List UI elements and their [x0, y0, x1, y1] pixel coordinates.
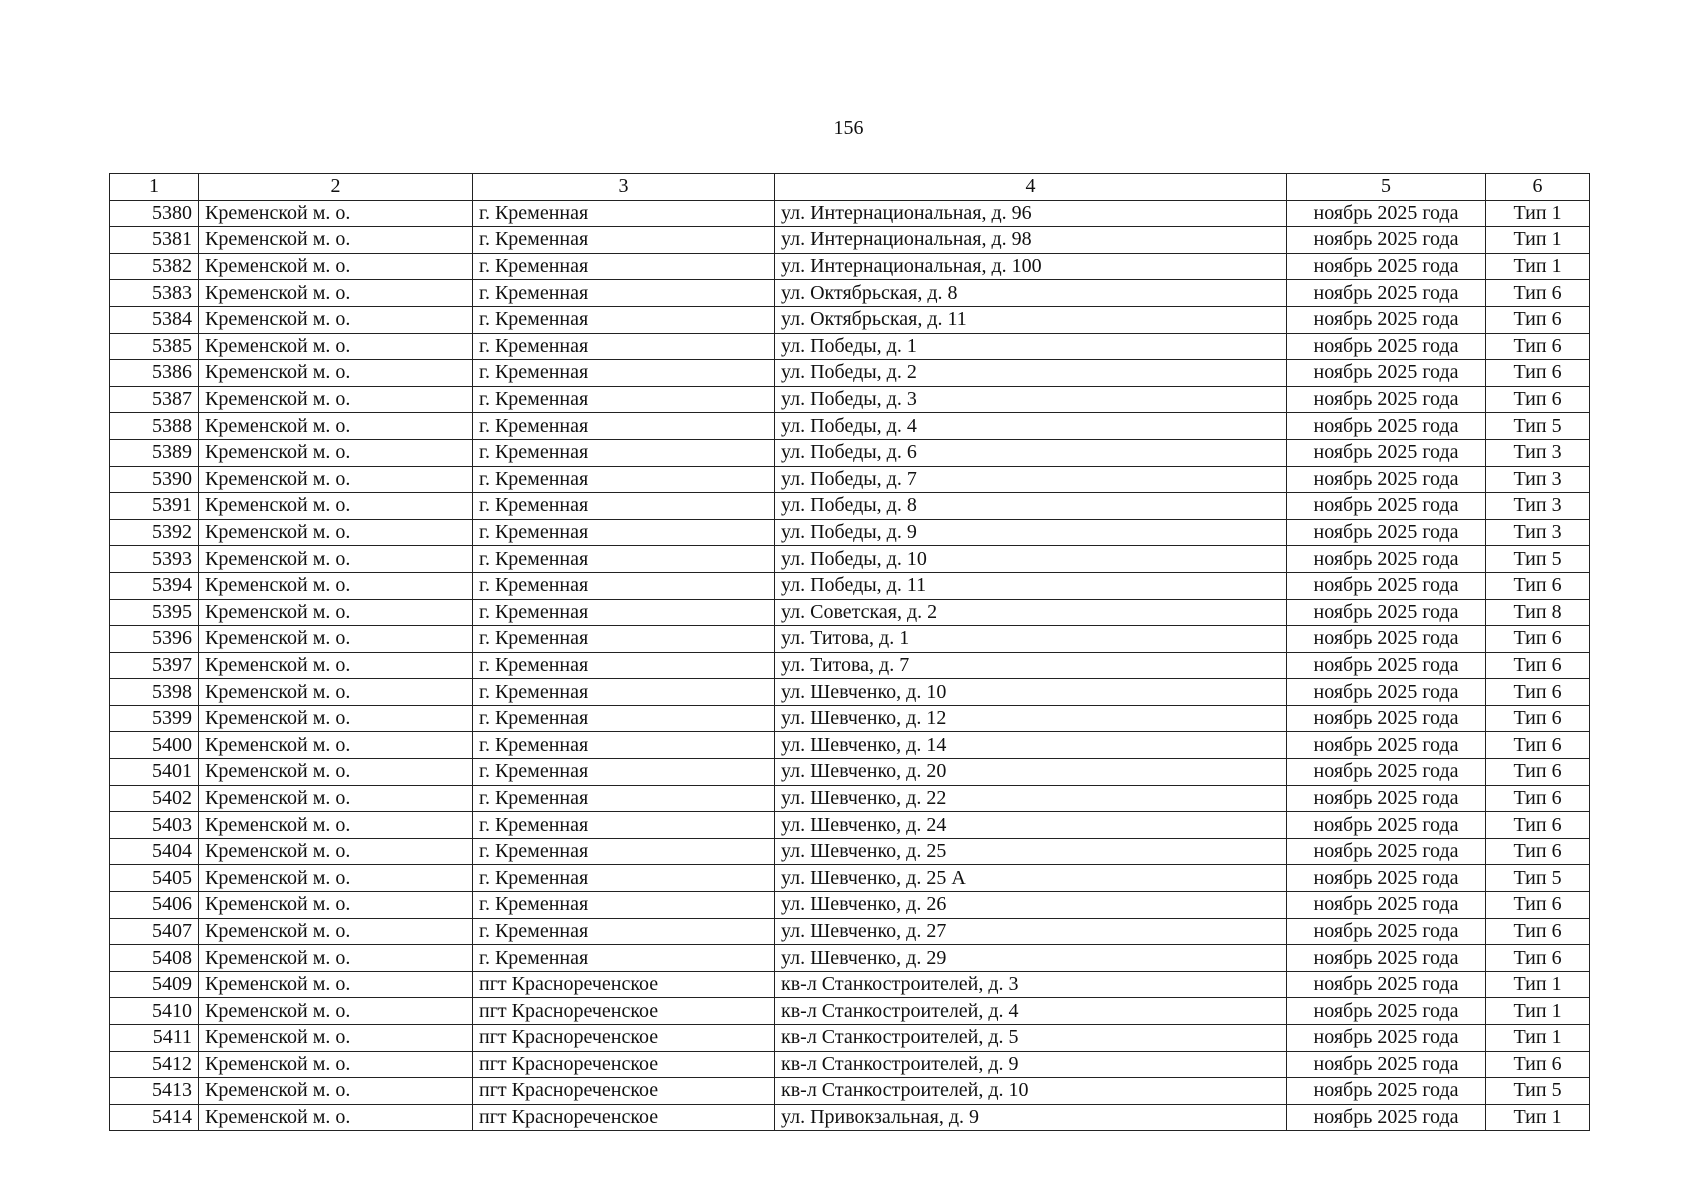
- settlement-cell: пгт Краснореченское: [473, 1051, 775, 1078]
- row-number-cell: 5401: [110, 759, 199, 786]
- settlement-cell: г. Кременная: [473, 599, 775, 626]
- row-number-cell: 5386: [110, 360, 199, 387]
- municipality-cell: Кременской м. о.: [199, 386, 473, 413]
- date-cell: ноябрь 2025 года: [1287, 679, 1486, 706]
- settlement-cell: г. Кременная: [473, 306, 775, 333]
- table-row: [110, 413, 1590, 440]
- settlement-cell: г. Кременная: [473, 945, 775, 972]
- row-number-cell: 5393: [110, 546, 199, 573]
- row-number-cell: 5390: [110, 466, 199, 493]
- date-cell: ноябрь 2025 года: [1287, 918, 1486, 945]
- address-cell: ул. Победы, д. 8: [775, 493, 1287, 520]
- table-row: [110, 306, 1590, 333]
- municipality-cell: Кременской м. о.: [199, 679, 473, 706]
- municipality-cell: Кременской м. о.: [199, 227, 473, 254]
- row-number-cell: 5413: [110, 1078, 199, 1105]
- municipality-cell: Кременской м. о.: [199, 306, 473, 333]
- row-number-cell: 5400: [110, 732, 199, 759]
- settlement-cell: г. Кременная: [473, 865, 775, 892]
- type-cell: Тип 3: [1486, 466, 1590, 493]
- municipality-cell: Кременской м. о.: [199, 838, 473, 865]
- type-cell: Тип 6: [1486, 1051, 1590, 1078]
- table-row: [110, 705, 1590, 732]
- table-row: [110, 466, 1590, 493]
- table-row: [110, 998, 1590, 1025]
- type-cell: Тип 6: [1486, 386, 1590, 413]
- type-cell: Тип 1: [1486, 1025, 1590, 1052]
- settlement-cell: г. Кременная: [473, 439, 775, 466]
- municipality-cell: Кременской м. о.: [199, 360, 473, 387]
- municipality-cell: Кременской м. о.: [199, 945, 473, 972]
- settlement-cell: г. Кременная: [473, 519, 775, 546]
- date-cell: ноябрь 2025 года: [1287, 732, 1486, 759]
- table-row: [110, 838, 1590, 865]
- municipality-cell: Кременской м. о.: [199, 998, 473, 1025]
- date-cell: ноябрь 2025 года: [1287, 812, 1486, 839]
- row-number-cell: 5382: [110, 253, 199, 280]
- table-row: [110, 546, 1590, 573]
- settlement-cell: г. Кременная: [473, 280, 775, 307]
- municipality-cell: Кременской м. о.: [199, 1078, 473, 1105]
- municipality-cell: Кременской м. о.: [199, 413, 473, 440]
- address-cell: кв-л Станкостроителей, д. 4: [775, 998, 1287, 1025]
- table-row: [110, 945, 1590, 972]
- page-number: 156: [833, 117, 864, 139]
- row-number-cell: 5414: [110, 1104, 199, 1131]
- settlement-cell: г. Кременная: [473, 732, 775, 759]
- date-cell: ноябрь 2025 года: [1287, 466, 1486, 493]
- municipality-cell: Кременской м. о.: [199, 599, 473, 626]
- type-cell: Тип 3: [1486, 439, 1590, 466]
- municipality-cell: Кременской м. о.: [199, 439, 473, 466]
- table-row: [110, 918, 1590, 945]
- table-row: [110, 971, 1590, 998]
- table-header: [110, 174, 1590, 201]
- row-number-cell: 5410: [110, 998, 199, 1025]
- address-cell: ул. Шевченко, д. 22: [775, 785, 1287, 812]
- settlement-cell: г. Кременная: [473, 652, 775, 679]
- table-row: [110, 599, 1590, 626]
- settlement-cell: г. Кременная: [473, 200, 775, 227]
- table-row: [110, 572, 1590, 599]
- column-header-3: 3: [473, 174, 775, 201]
- address-cell: ул. Победы, д. 7: [775, 466, 1287, 493]
- address-cell: ул. Октябрьская, д. 11: [775, 306, 1287, 333]
- row-number-cell: 5391: [110, 493, 199, 520]
- address-cell: кв-л Станкостроителей, д. 5: [775, 1025, 1287, 1052]
- row-number-cell: 5406: [110, 892, 199, 919]
- municipality-cell: Кременской м. о.: [199, 626, 473, 653]
- date-cell: ноябрь 2025 года: [1287, 705, 1486, 732]
- settlement-cell: пгт Краснореченское: [473, 1025, 775, 1052]
- address-cell: кв-л Станкостроителей, д. 10: [775, 1078, 1287, 1105]
- address-cell: ул. Шевченко, д. 24: [775, 812, 1287, 839]
- address-cell: ул. Шевченко, д. 25: [775, 838, 1287, 865]
- column-header-5: 5: [1287, 174, 1486, 201]
- row-number-cell: 5397: [110, 652, 199, 679]
- date-cell: ноябрь 2025 года: [1287, 838, 1486, 865]
- settlement-cell: г. Кременная: [473, 360, 775, 387]
- date-cell: ноябрь 2025 года: [1287, 519, 1486, 546]
- table-row: [110, 1104, 1590, 1131]
- address-cell: ул. Шевченко, д. 10: [775, 679, 1287, 706]
- date-cell: ноябрь 2025 года: [1287, 892, 1486, 919]
- municipality-cell: Кременской м. о.: [199, 253, 473, 280]
- date-cell: ноябрь 2025 года: [1287, 360, 1486, 387]
- type-cell: Тип 5: [1486, 865, 1590, 892]
- settlement-cell: г. Кременная: [473, 333, 775, 360]
- row-number-cell: 5403: [110, 812, 199, 839]
- type-cell: Тип 1: [1486, 1104, 1590, 1131]
- type-cell: Тип 6: [1486, 838, 1590, 865]
- date-cell: ноябрь 2025 года: [1287, 306, 1486, 333]
- table-row: [110, 1025, 1590, 1052]
- table-row: [110, 652, 1590, 679]
- table-row: [110, 812, 1590, 839]
- address-cell: ул. Титова, д. 1: [775, 626, 1287, 653]
- type-cell: Тип 1: [1486, 998, 1590, 1025]
- address-cell: ул. Шевченко, д. 20: [775, 759, 1287, 786]
- type-cell: Тип 6: [1486, 626, 1590, 653]
- table-header-row: [110, 174, 1590, 201]
- settlement-cell: г. Кременная: [473, 546, 775, 573]
- row-number-cell: 5394: [110, 572, 199, 599]
- type-cell: Тип 6: [1486, 360, 1590, 387]
- settlement-cell: г. Кременная: [473, 918, 775, 945]
- municipality-cell: Кременской м. о.: [199, 652, 473, 679]
- date-cell: ноябрь 2025 года: [1287, 759, 1486, 786]
- date-cell: ноябрь 2025 года: [1287, 1078, 1486, 1105]
- address-cell: ул. Победы, д. 10: [775, 546, 1287, 573]
- address-cell: ул. Интернациональная, д. 96: [775, 200, 1287, 227]
- date-cell: ноябрь 2025 года: [1287, 599, 1486, 626]
- date-cell: ноябрь 2025 года: [1287, 652, 1486, 679]
- column-header-6: 6: [1486, 174, 1590, 201]
- address-cell: ул. Октябрьская, д. 8: [775, 280, 1287, 307]
- address-cell: ул. Интернациональная, д. 98: [775, 227, 1287, 254]
- row-number-cell: 5383: [110, 280, 199, 307]
- type-cell: Тип 5: [1486, 546, 1590, 573]
- table-row: [110, 759, 1590, 786]
- date-cell: ноябрь 2025 года: [1287, 280, 1486, 307]
- table-row: [110, 892, 1590, 919]
- address-cell: ул. Победы, д. 3: [775, 386, 1287, 413]
- date-cell: ноябрь 2025 года: [1287, 386, 1486, 413]
- type-cell: Тип 5: [1486, 413, 1590, 440]
- table-row: [110, 493, 1590, 520]
- settlement-cell: г. Кременная: [473, 253, 775, 280]
- address-cell: ул. Шевченко, д. 26: [775, 892, 1287, 919]
- row-number-cell: 5385: [110, 333, 199, 360]
- settlement-cell: г. Кременная: [473, 812, 775, 839]
- address-cell: ул. Титова, д. 7: [775, 652, 1287, 679]
- row-number-cell: 5396: [110, 626, 199, 653]
- settlement-cell: г. Кременная: [473, 572, 775, 599]
- type-cell: Тип 6: [1486, 333, 1590, 360]
- address-cell: ул. Шевченко, д. 25 А: [775, 865, 1287, 892]
- type-cell: Тип 1: [1486, 253, 1590, 280]
- row-number-cell: 5381: [110, 227, 199, 254]
- row-number-cell: 5399: [110, 705, 199, 732]
- type-cell: Тип 1: [1486, 227, 1590, 254]
- row-number-cell: 5405: [110, 865, 199, 892]
- date-cell: ноябрь 2025 года: [1287, 227, 1486, 254]
- column-header-4: 4: [775, 174, 1287, 201]
- row-number-cell: 5404: [110, 838, 199, 865]
- date-cell: ноябрь 2025 года: [1287, 1104, 1486, 1131]
- column-header-1: 1: [110, 174, 199, 201]
- date-cell: ноябрь 2025 года: [1287, 971, 1486, 998]
- address-cell: ул. Победы, д. 1: [775, 333, 1287, 360]
- column-header-2: 2: [199, 174, 473, 201]
- address-cell: ул. Победы, д. 4: [775, 413, 1287, 440]
- date-cell: ноябрь 2025 года: [1287, 626, 1486, 653]
- settlement-cell: г. Кременная: [473, 227, 775, 254]
- settlement-cell: г. Кременная: [473, 838, 775, 865]
- address-cell: ул. Привокзальная, д. 9: [775, 1104, 1287, 1131]
- date-cell: ноябрь 2025 года: [1287, 333, 1486, 360]
- row-number-cell: 5398: [110, 679, 199, 706]
- settlement-cell: г. Кременная: [473, 759, 775, 786]
- date-cell: ноябрь 2025 года: [1287, 1051, 1486, 1078]
- row-number-cell: 5402: [110, 785, 199, 812]
- type-cell: Тип 6: [1486, 785, 1590, 812]
- address-cell: ул. Победы, д. 11: [775, 572, 1287, 599]
- municipality-cell: Кременской м. о.: [199, 493, 473, 520]
- settlement-cell: пгт Краснореченское: [473, 1104, 775, 1131]
- settlement-cell: пгт Краснореченское: [473, 998, 775, 1025]
- municipality-cell: Кременской м. о.: [199, 892, 473, 919]
- row-number-cell: 5380: [110, 200, 199, 227]
- type-cell: Тип 6: [1486, 812, 1590, 839]
- municipality-cell: Кременской м. о.: [199, 333, 473, 360]
- address-cell: ул. Победы, д. 6: [775, 439, 1287, 466]
- table-row: [110, 333, 1590, 360]
- row-number-cell: 5389: [110, 439, 199, 466]
- date-cell: ноябрь 2025 года: [1287, 1025, 1486, 1052]
- settlement-cell: г. Кременная: [473, 705, 775, 732]
- row-number-cell: 5409: [110, 971, 199, 998]
- type-cell: Тип 8: [1486, 599, 1590, 626]
- table-row: [110, 360, 1590, 387]
- table-row: [110, 732, 1590, 759]
- row-number-cell: 5395: [110, 599, 199, 626]
- settlement-cell: пгт Краснореченское: [473, 971, 775, 998]
- settlement-cell: г. Кременная: [473, 386, 775, 413]
- document-table: [109, 173, 1590, 1131]
- settlement-cell: г. Кременная: [473, 413, 775, 440]
- municipality-cell: Кременской м. о.: [199, 280, 473, 307]
- type-cell: Тип 6: [1486, 705, 1590, 732]
- table-row: [110, 519, 1590, 546]
- table-row: [110, 227, 1590, 254]
- table-row: [110, 1051, 1590, 1078]
- date-cell: ноябрь 2025 года: [1287, 493, 1486, 520]
- row-number-cell: 5384: [110, 306, 199, 333]
- address-cell: ул. Шевченко, д. 29: [775, 945, 1287, 972]
- type-cell: Тип 3: [1486, 493, 1590, 520]
- type-cell: Тип 6: [1486, 892, 1590, 919]
- date-cell: ноябрь 2025 года: [1287, 439, 1486, 466]
- row-number-cell: 5387: [110, 386, 199, 413]
- row-number-cell: 5407: [110, 918, 199, 945]
- municipality-cell: Кременской м. о.: [199, 466, 473, 493]
- date-cell: ноябрь 2025 года: [1287, 998, 1486, 1025]
- table-row: [110, 785, 1590, 812]
- type-cell: Тип 5: [1486, 1078, 1590, 1105]
- settlement-cell: г. Кременная: [473, 892, 775, 919]
- table-row: [110, 200, 1590, 227]
- municipality-cell: Кременской м. о.: [199, 546, 473, 573]
- date-cell: ноябрь 2025 года: [1287, 253, 1486, 280]
- table-row: [110, 386, 1590, 413]
- municipality-cell: Кременской м. о.: [199, 705, 473, 732]
- date-cell: ноябрь 2025 года: [1287, 413, 1486, 440]
- municipality-cell: Кременской м. о.: [199, 918, 473, 945]
- table-row: [110, 865, 1590, 892]
- address-cell: ул. Шевченко, д. 12: [775, 705, 1287, 732]
- table-row: [110, 679, 1590, 706]
- type-cell: Тип 6: [1486, 918, 1590, 945]
- settlement-cell: г. Кременная: [473, 679, 775, 706]
- settlement-cell: г. Кременная: [473, 493, 775, 520]
- address-cell: ул. Шевченко, д. 27: [775, 918, 1287, 945]
- date-cell: ноябрь 2025 года: [1287, 572, 1486, 599]
- date-cell: ноябрь 2025 года: [1287, 785, 1486, 812]
- settlement-cell: г. Кременная: [473, 785, 775, 812]
- municipality-cell: Кременской м. о.: [199, 759, 473, 786]
- municipality-cell: Кременской м. о.: [199, 971, 473, 998]
- table-row: [110, 280, 1590, 307]
- table-row: [110, 439, 1590, 466]
- address-cell: ул. Советская, д. 2: [775, 599, 1287, 626]
- table-row: [110, 626, 1590, 653]
- type-cell: Тип 6: [1486, 280, 1590, 307]
- municipality-cell: Кременской м. о.: [199, 732, 473, 759]
- type-cell: Тип 6: [1486, 732, 1590, 759]
- type-cell: Тип 1: [1486, 971, 1590, 998]
- type-cell: Тип 6: [1486, 652, 1590, 679]
- row-number-cell: 5412: [110, 1051, 199, 1078]
- date-cell: ноябрь 2025 года: [1287, 546, 1486, 573]
- municipality-cell: Кременской м. о.: [199, 572, 473, 599]
- address-cell: ул. Интернациональная, д. 100: [775, 253, 1287, 280]
- address-cell: ул. Победы, д. 2: [775, 360, 1287, 387]
- address-cell: ул. Шевченко, д. 14: [775, 732, 1287, 759]
- type-cell: Тип 6: [1486, 572, 1590, 599]
- type-cell: Тип 6: [1486, 306, 1590, 333]
- municipality-cell: Кременской м. о.: [199, 1025, 473, 1052]
- date-cell: ноябрь 2025 года: [1287, 200, 1486, 227]
- settlement-cell: г. Кременная: [473, 466, 775, 493]
- address-cell: кв-л Станкостроителей, д. 9: [775, 1051, 1287, 1078]
- municipality-cell: Кременской м. о.: [199, 1104, 473, 1131]
- municipality-cell: Кременской м. о.: [199, 1051, 473, 1078]
- municipality-cell: Кременской м. о.: [199, 519, 473, 546]
- type-cell: Тип 6: [1486, 945, 1590, 972]
- table-body: [110, 200, 1590, 1131]
- table-row: [110, 253, 1590, 280]
- row-number-cell: 5411: [110, 1025, 199, 1052]
- municipality-cell: Кременской м. о.: [199, 785, 473, 812]
- date-cell: ноябрь 2025 года: [1287, 865, 1486, 892]
- date-cell: ноябрь 2025 года: [1287, 945, 1486, 972]
- municipality-cell: Кременской м. о.: [199, 200, 473, 227]
- row-number-cell: 5392: [110, 519, 199, 546]
- row-number-cell: 5388: [110, 413, 199, 440]
- municipality-cell: Кременской м. о.: [199, 865, 473, 892]
- type-cell: Тип 3: [1486, 519, 1590, 546]
- settlement-cell: г. Кременная: [473, 626, 775, 653]
- row-number-cell: 5408: [110, 945, 199, 972]
- settlement-cell: пгт Краснореченское: [473, 1078, 775, 1105]
- type-cell: Тип 6: [1486, 679, 1590, 706]
- address-cell: кв-л Станкостроителей, д. 3: [775, 971, 1287, 998]
- type-cell: Тип 1: [1486, 200, 1590, 227]
- type-cell: Тип 6: [1486, 759, 1590, 786]
- table-row: [110, 1078, 1590, 1105]
- municipality-cell: Кременской м. о.: [199, 812, 473, 839]
- address-cell: ул. Победы, д. 9: [775, 519, 1287, 546]
